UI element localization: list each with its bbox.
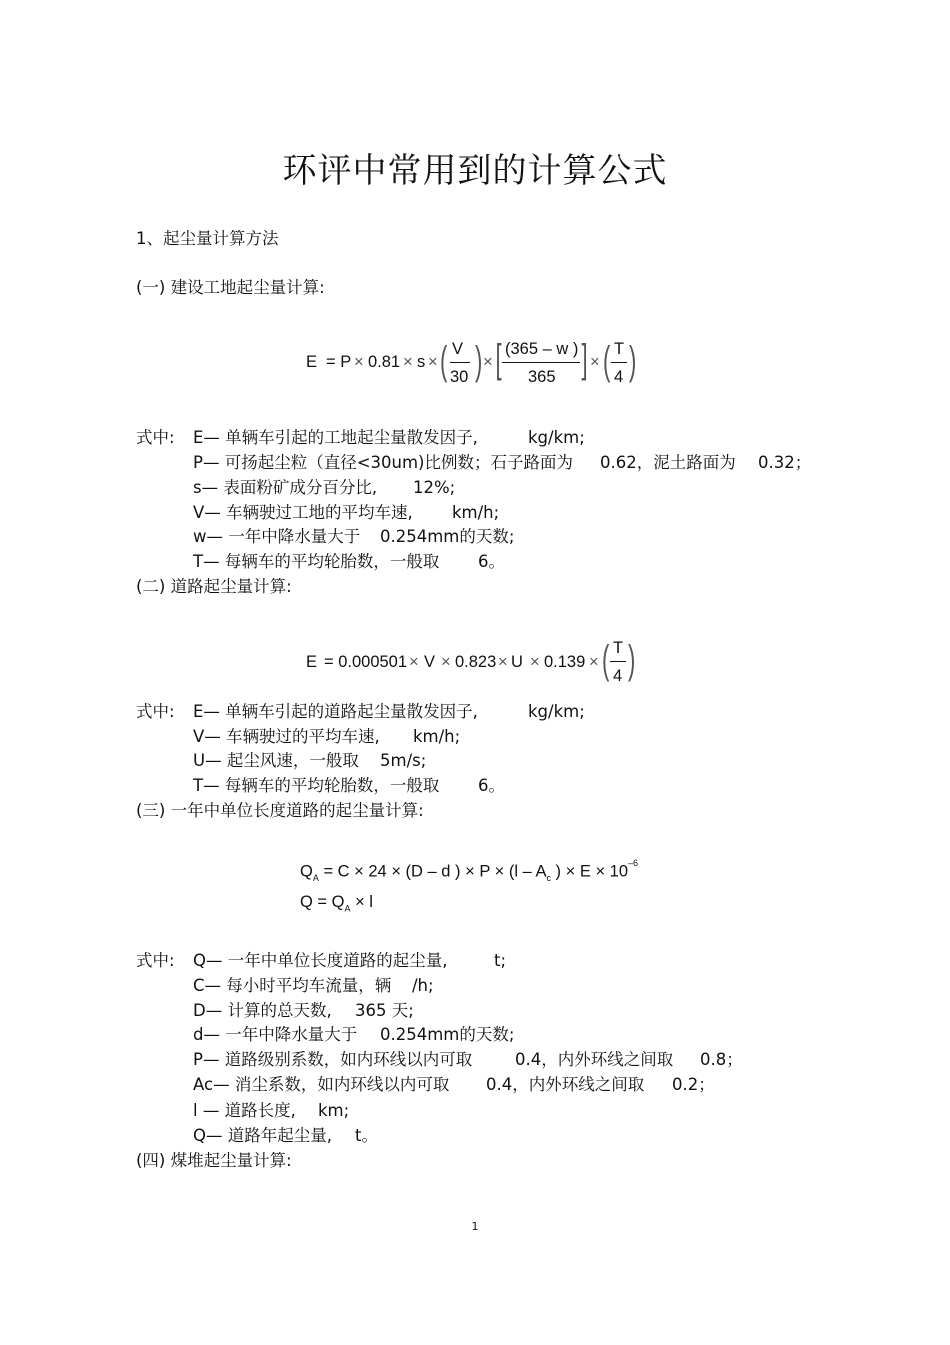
def1-w-a: w— 一年中降水量大于 (193, 527, 361, 546)
page-number: 1 (471, 1220, 479, 1233)
formula-1 (300, 336, 660, 396)
def3-d-b: 365 天; (355, 1001, 414, 1020)
f2-times-4: × (530, 653, 540, 671)
def1-p-c: 0.32； (758, 453, 812, 472)
f1-rparen-1: ) (474, 339, 483, 383)
f1-v-den: 30 (450, 368, 469, 386)
def2-u-b: 5m/s; (380, 751, 427, 770)
f1-lbracket: [ (495, 337, 502, 381)
def2-e-a: E— 单辆车引起的道路起尘量散发因子, (193, 702, 478, 721)
f1-lparen-2: ( (602, 339, 611, 383)
f2-times-2: × (441, 653, 451, 671)
page-title: 环评中常用到的计算公式 (282, 151, 668, 191)
subsection-heading-3: (三) 一年中单位长度道路的起尘量计算: (136, 801, 424, 820)
f1-times-5: × (590, 353, 600, 371)
def3-p-a: P— 道路级别系数，如内环线以内可取 (193, 1050, 473, 1069)
formula-2 (300, 637, 660, 692)
f1-v-num: V (452, 340, 464, 358)
def1-p-a: P— 可扬起尘粒（直径<30um)比例数；石子路面为 (193, 453, 573, 472)
def1-t-b: 6。 (478, 552, 505, 571)
def3-dd-b: 0.254mm的天数; (380, 1025, 515, 1044)
f1-lparen-1: ( (439, 339, 448, 383)
f1-t-den: 4 (614, 368, 624, 386)
def3-q-a: Q— 一年中单位长度道路的起尘量, (193, 951, 448, 970)
f1-t-num: T (614, 340, 625, 358)
f1-rbracket: ] (581, 337, 588, 381)
where-label-3: 式中: (136, 951, 175, 970)
f2-t-den: 4 (613, 667, 623, 685)
f1-lhs: E (306, 353, 318, 371)
def2-e-b: kg/km; (528, 702, 585, 721)
subsection-heading-2: (二) 道路起尘量计算: (136, 577, 292, 596)
f2-v: V (424, 653, 436, 671)
def3-c-b: /h; (412, 976, 434, 995)
f1-times-1: × (354, 353, 364, 371)
f2-eq-const: = 0.000501 (324, 653, 408, 671)
f2-t-num: T (613, 639, 624, 657)
def1-p-b: 0.62，泥土路面为 (600, 453, 736, 472)
def1-s-b: 12%; (413, 478, 456, 497)
def3-qq-b: t。 (355, 1126, 378, 1145)
section-heading: 1、起尘量计算方法 (136, 229, 279, 248)
where-label-1: 式中: (136, 428, 175, 447)
f2-exp2: 0.139 (544, 653, 586, 671)
def3-ac-a: Ac— 消尘系数，如内环线以内可取 (193, 1075, 450, 1094)
f1-rparen-2: ) (628, 339, 637, 383)
f2-times-5: × (589, 653, 599, 671)
f1-eq: = P (326, 353, 352, 371)
formula-3-line-1: $Q_A = C \times 24 \times (D - d$ ) × $P \times (l - A_c$ ) × $E \times 10^{-6}$ (300, 858, 639, 883)
def3-p-b: 0.4，内外环线之间取 (515, 1050, 674, 1069)
def2-t-b: 6。 (478, 776, 505, 795)
f1-times-4: × (483, 353, 493, 371)
f1-times-2: × (403, 353, 413, 371)
def1-v-b: km/h; (452, 503, 500, 522)
f1-w-den: 365 (528, 368, 556, 386)
def3-qq-a: Q— 道路年起尘量, (193, 1126, 332, 1145)
f2-rparen: ) (627, 638, 636, 682)
def3-ac-c: 0.2； (672, 1075, 715, 1094)
subsection-heading-4: (四) 煤堆起尘量计算: (136, 1151, 292, 1170)
def3-q-b: t; (494, 951, 507, 970)
def1-w-b: 0.254mm的天数; (380, 527, 515, 546)
f2-u: U (511, 653, 523, 671)
f2-times-3: × (498, 653, 508, 671)
f1-s: s (417, 353, 426, 371)
def1-v-a: V— 车辆驶过工地的平均车速, (193, 503, 413, 522)
def3-dd-a: d— 一年中降水量大于 (193, 1025, 358, 1044)
def2-v-b: km/h; (413, 727, 461, 746)
f2-exp1: 0.823 (455, 653, 497, 671)
def3-c-a: C— 每小时平均车流量，辆 (193, 976, 392, 995)
f1-w-num: (365 – w ) (505, 340, 579, 358)
def2-u-a: U— 起尘风速，一般取 (193, 751, 359, 770)
f2-lhs: E (306, 653, 318, 671)
formula-3-line-2: $Q = Q_A \times l$ (300, 893, 373, 914)
def3-l-b: km; (318, 1101, 350, 1120)
where-label-2: 式中: (136, 702, 175, 721)
f2-times-1: × (409, 653, 419, 671)
def1-s-a: s— 表面粉矿成分百分比, (193, 478, 378, 497)
def3-l-a: l — 道路长度, (193, 1101, 296, 1120)
def1-e-a: E— 单辆车引起的工地起尘量散发因子, (193, 428, 478, 447)
f2-lparen: ( (601, 638, 610, 682)
def1-t-a: T— 每辆车的平均轮胎数，一般取 (193, 552, 440, 571)
def2-v-a: V— 车辆驶过的平均车速, (193, 727, 380, 746)
def3-p-c: 0.8； (700, 1050, 743, 1069)
subsection-heading-1: (一) 建设工地起尘量计算: (136, 278, 325, 297)
f1-times-3: × (428, 353, 438, 371)
def2-t-a: T— 每辆车的平均轮胎数，一般取 (193, 776, 440, 795)
f1-const: 0.81 (368, 353, 401, 371)
def1-e-b: kg/km; (528, 428, 585, 447)
def3-ac-b: 0.4，内外环线之间取 (486, 1075, 645, 1094)
def3-d-a: D— 计算的总天数, (193, 1001, 332, 1020)
